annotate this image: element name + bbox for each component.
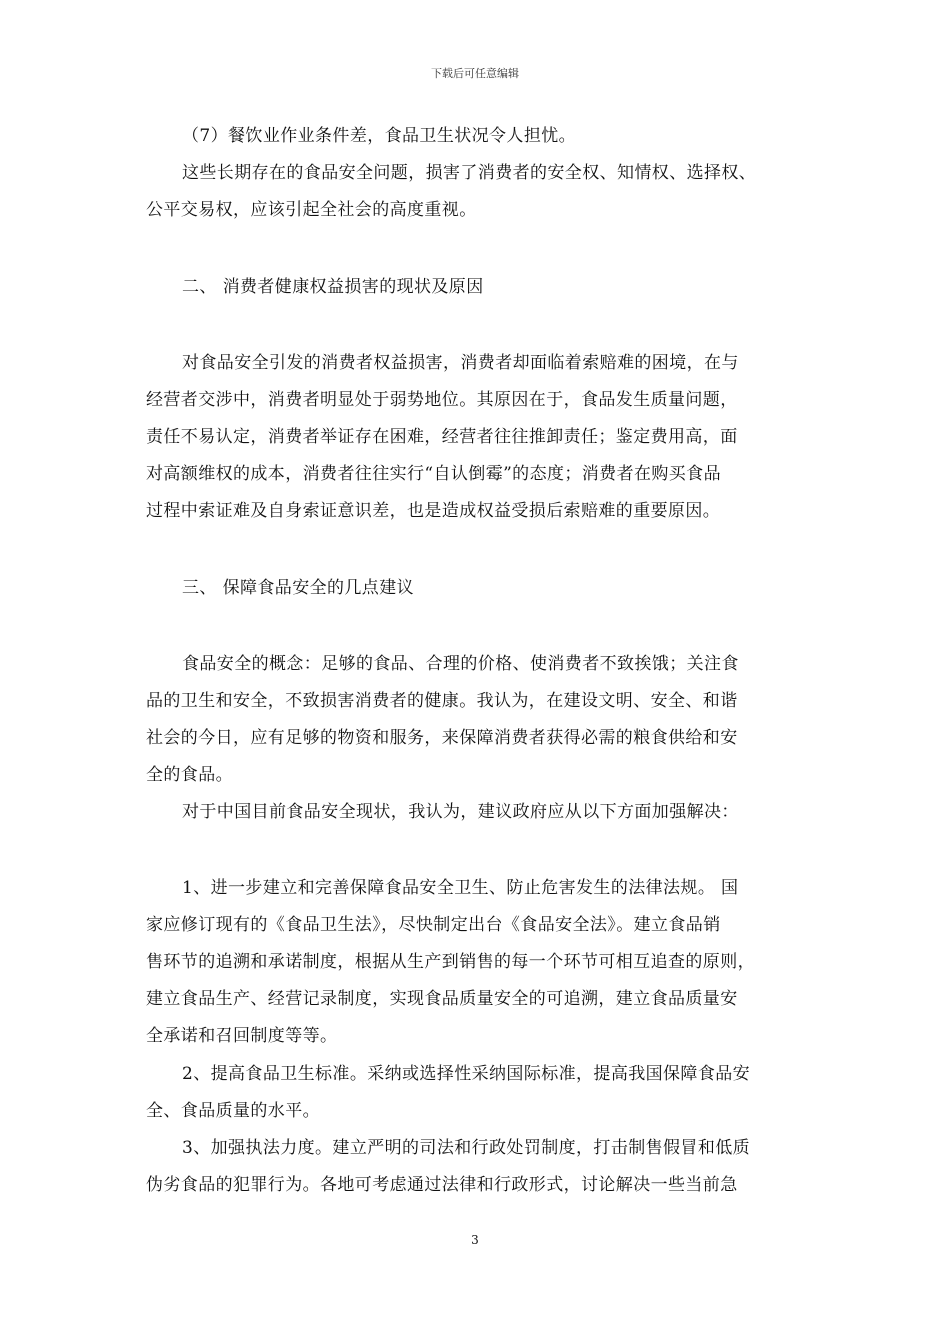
text-line: 对于中国目前食品安全现状，我认为，建议政府应从以下方面加强解决：: [182, 802, 739, 822]
text-line: 经营者交涉中，消费者明显处于弱势地位。其原因在于，食品发生质量问题，: [146, 390, 738, 410]
text-line: 伪劣食品的犯罪行为。各地可考虑通过法律和行政形式，讨论解决一些当前急: [146, 1175, 738, 1195]
text-line: 品的卫生和安全，不致损害消费者的健康。我认为，在建设文明、安全、和谐: [146, 691, 738, 711]
text-line: 家应修订现有的《食品卫生法》，尽快制定出台《食品安全法》。建立食品销: [146, 915, 721, 935]
text-line: 公平交易权，应该引起全社会的高度重视。: [146, 200, 477, 220]
page-header: 下载后可任意编辑: [431, 67, 519, 80]
text-line: （7）餐饮业作业条件差，食品卫生状况令人担忧。: [182, 126, 577, 146]
page-number: 3: [471, 1233, 479, 1247]
text-line: 售环节的追溯和承诺制度，根据从生产到销售的每一个环节可相互追查的原则，: [146, 952, 755, 972]
section-heading: 二、 消费者健康权益损害的现状及原因: [182, 277, 484, 297]
text-line: 1、进一步建立和完善保障食品安全卫生、防止危害发生的法律法规。 国: [182, 878, 739, 898]
text-line: 3、加强执法力度。建立严明的司法和行政处罚制度，打击制售假冒和低质: [182, 1138, 751, 1158]
text-line: 全的食品。: [146, 765, 233, 785]
text-line: 对食品安全引发的消费者权益损害，消费者却面临着索赔难的困境，在与: [182, 353, 739, 373]
text-line: 全、食品质量的水平。: [146, 1101, 320, 1121]
text-line: 责任不易认定，消费者举证存在困难，经营者往往推卸责任；鉴定费用高，面: [146, 427, 738, 447]
text-line: 2、提高食品卫生标准。采纳或选择性采纳国际标准，提高我国保障食品安: [182, 1064, 751, 1084]
text-line: 这些长期存在的食品安全问题，损害了消费者的安全权、知情权、选择权、: [182, 163, 757, 183]
text-line: 建立食品生产、经营记录制度，实现食品质量安全的可追溯，建立食品质量安: [146, 989, 738, 1009]
text-line: 过程中索证难及自身索证意识差，也是造成权益受损后索赔难的重要原因。: [146, 501, 721, 521]
text-line: 社会的今日，应有足够的物资和服务，来保障消费者获得必需的粮食供给和安: [146, 728, 738, 748]
text-line: 食品安全的概念：足够的食品、合理的价格、使消费者不致挨饿；关注食: [182, 654, 739, 674]
text-line: 全承诺和召回制度等等。: [146, 1026, 338, 1046]
text-line: 对高额维权的成本，消费者往往实行“自认倒霉”的态度；消费者在购买食品: [146, 464, 721, 484]
section-heading: 三、 保障食品安全的几点建议: [182, 578, 415, 598]
